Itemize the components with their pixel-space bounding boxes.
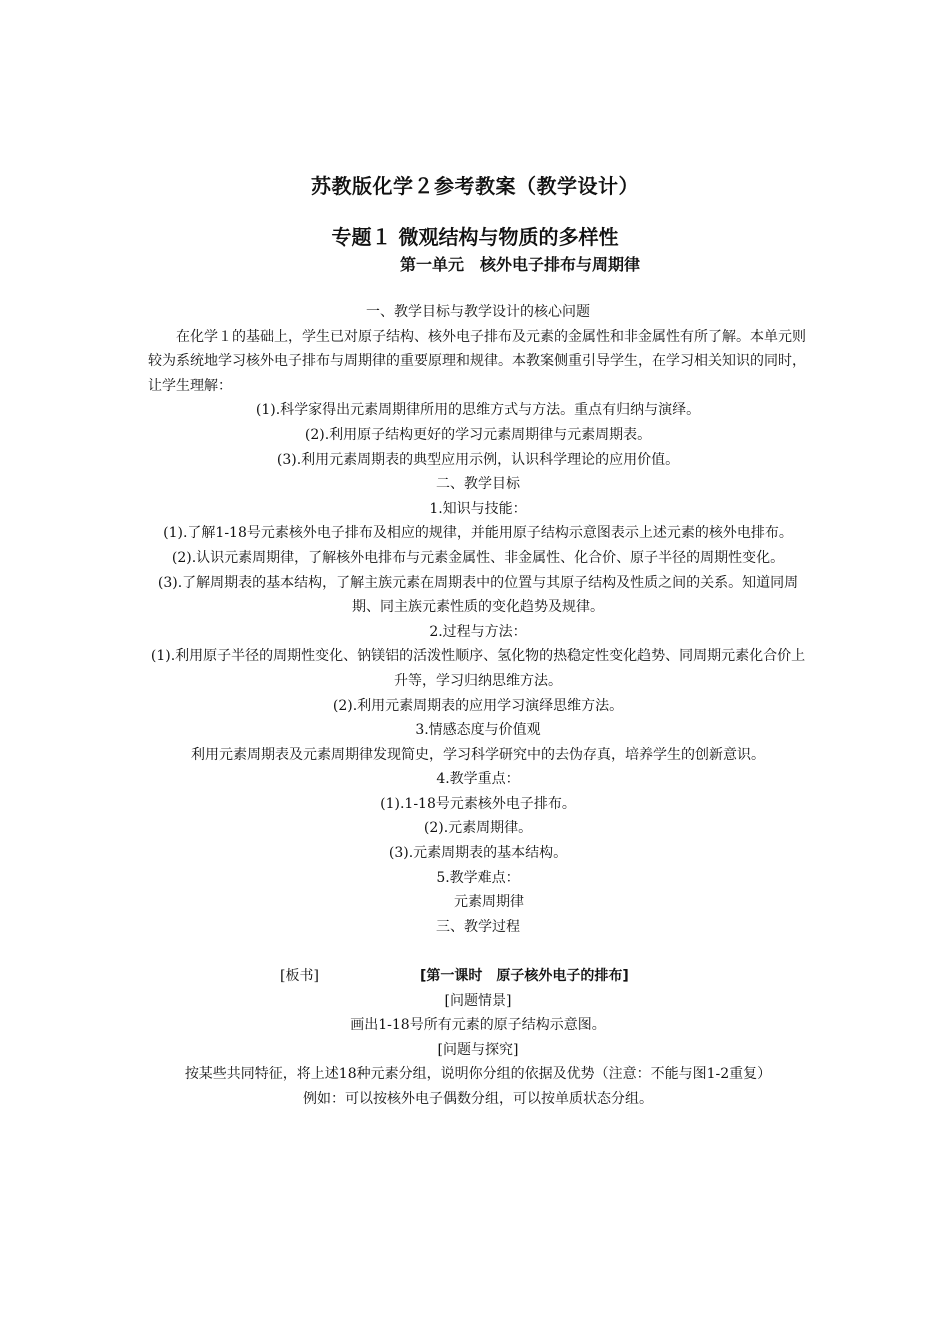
section1-item: (2).利用原子结构更好的学习元素周期律与元素周期表。: [304, 426, 652, 443]
document-body: [148, 300, 808, 1112]
process-heading: 2.过程与方法：: [429, 623, 527, 640]
section1-heading: 一、教学目标与教学设计的核心问题: [366, 304, 590, 320]
section2-heading: 二、教学目标: [436, 476, 520, 493]
attitude-text: 利用元素周期表及元素周期律发现简史，学习科学研究中的去伪存真，培养学生的创新意识。: [191, 746, 765, 763]
section3-heading: 三、教学过程: [436, 918, 520, 935]
scenario-label: [问题情景]: [444, 992, 512, 1009]
document-title: 苏教版化学２参考教案（教学设计）: [311, 174, 639, 198]
key-point-item: (1).1-18号元素核外电子排布。: [380, 795, 576, 812]
key-points-heading: 4.教学重点：: [436, 771, 520, 788]
knowledge-heading: 1.知识与技能：: [429, 500, 527, 517]
process-item: (1).利用原子半径的周期性变化、钠镁铝的活泼性顺序、氢化物的热稳定性变化趋势、同周期元素化合价上升等，学习归纳思维方法。: [150, 648, 806, 689]
key-point-item: (2).元素周期律。: [423, 820, 533, 837]
section1-item: (1).科学家得出元素周期律所用的思维方式与方法。重点有归纳与演绎。: [255, 402, 701, 419]
process-item: (2).利用元素周期表的应用学习演绎思维方法。: [332, 697, 624, 714]
topic-title: 专题１ 微观结构与物质的多样性: [331, 225, 619, 249]
explore-label: [问题与探究]: [437, 1041, 519, 1058]
difficulties-text: 元素周期律: [454, 894, 524, 911]
scenario-text: 画出1-18号所有元素的原子结构示意图。: [350, 1017, 606, 1034]
knowledge-item: (1).了解1-18号元素核外电子排布及相应的规律，并能用原子结构示意图表示上述元素的核外电排布。: [163, 525, 793, 542]
explore-text: 按某些共同特征，将上述18种元素分组，说明你分组的依据及优势（注意：不能与图1-2重复）: [184, 1066, 772, 1083]
board-line: [148, 964, 808, 989]
difficulties-heading: 5.教学难点：: [436, 869, 520, 886]
lesson-title: [第一课时 原子核外电子的排布]: [420, 968, 629, 985]
blank-line: [148, 939, 808, 964]
knowledge-item: (3).了解周期表的基本结构，了解主族元素在周期表中的位置与其原子结构及性质之间的关系。知道同周期、同主族元素性质的变化趋势及规律。: [157, 574, 799, 616]
attitude-heading: 3.情感态度与价值观: [415, 722, 541, 739]
knowledge-item: (2).认识元素周期律，了解核外电排布与元素金属性、非金属性、化合价、原子半径的周期性变化。: [171, 549, 785, 566]
section1-item: (3).利用元素周期表的典型应用示例，认识科学理论的应用价值。: [276, 451, 680, 468]
board-label: [板书]: [280, 968, 319, 985]
section1-intro: 在化学１的基础上，学生已对原子结构、核外电子排布及元素的金属性和非金属性有所了解。本单元则较为系统地学习核外电子排布与周期律的重要原理和规律。本教案侧重引导学生，在学习相关知识的同时，让学生理解：: [148, 328, 806, 394]
unit-title: 第一单元 核外电子排布与周期律: [400, 255, 641, 274]
example-text: 例如：可以按核外电子偶数分组，可以按单质状态分组。: [303, 1091, 653, 1107]
key-point-item: (3).元素周期表的基本结构。: [388, 845, 568, 862]
